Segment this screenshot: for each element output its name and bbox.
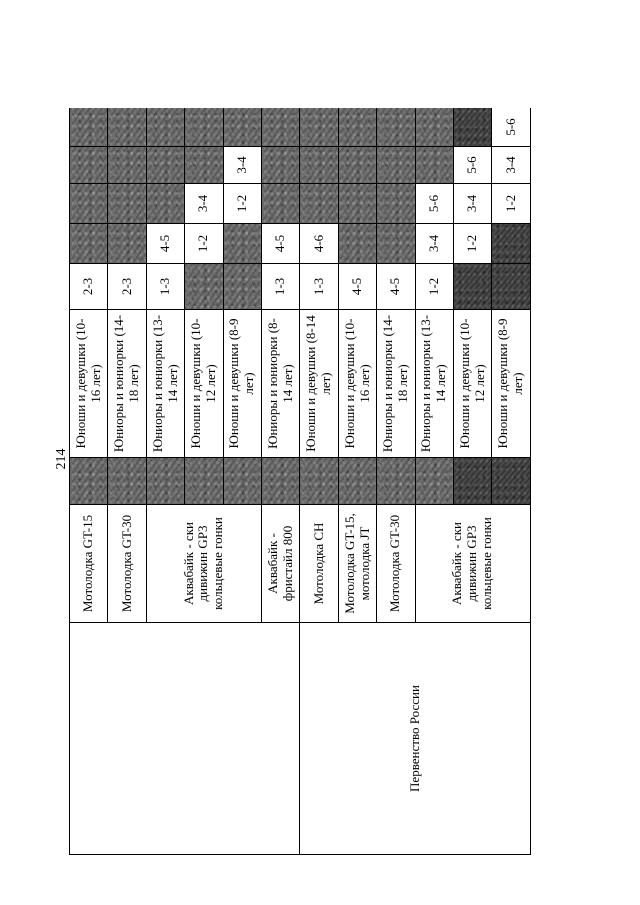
shaded-cell xyxy=(338,147,376,184)
rotated-table-container xyxy=(69,108,531,855)
discipline-cell: Мотолодка GT-30 xyxy=(108,505,146,623)
shaded-cell xyxy=(454,108,492,147)
age-group-cell: Юноши и девушки (10-16 лет) xyxy=(70,310,108,458)
shaded-cell xyxy=(223,264,261,310)
age-group-cell: Юниоры и юниорки (14-18 лет) xyxy=(108,310,146,458)
age-group-cell: Юноши и девушки (8-9 лет) xyxy=(492,310,531,458)
shaded-cell xyxy=(70,458,108,505)
shaded-cell xyxy=(377,184,415,224)
shaded-cell xyxy=(185,147,223,184)
shaded-cell xyxy=(492,224,531,264)
shaded-cell xyxy=(108,458,146,505)
value-cell: 5-6 xyxy=(492,108,531,147)
value-cell: 3-4 xyxy=(185,184,223,224)
page-number: 214 xyxy=(54,448,69,470)
shaded-cell xyxy=(262,108,300,147)
value-cell: 1-2 xyxy=(492,184,531,224)
shaded-cell xyxy=(146,184,184,224)
shaded-cell xyxy=(146,108,184,147)
shaded-cell xyxy=(300,108,338,147)
shaded-cell xyxy=(377,108,415,147)
discipline-cell: Аквабайк - ски дивижин GP3 кольцевые гонки xyxy=(146,505,261,623)
discipline-cell: Мотолодка GT-30 xyxy=(377,505,415,623)
value-cell: 3-4 xyxy=(223,147,261,184)
age-group-cell: Юноши и девушки (10-16 лет) xyxy=(338,310,376,458)
value-cell: 1-3 xyxy=(262,264,300,310)
competition-cell: Первенство России xyxy=(300,623,531,855)
age-group-cell: Юниоры и юниорки (13-14 лет) xyxy=(146,310,184,458)
shaded-cell xyxy=(454,458,492,505)
value-cell: 3-4 xyxy=(492,147,531,184)
discipline-cell: Мотолодка GT-15 xyxy=(70,505,108,623)
age-group-cell: Юниоры и юниорки (13-14 лет) xyxy=(415,310,453,458)
discipline-cell: Мотолодка GT-15, мотолодка JT xyxy=(338,505,376,623)
value-cell: 5-6 xyxy=(415,184,453,224)
shaded-cell xyxy=(300,458,338,505)
shaded-cell xyxy=(70,184,108,224)
shaded-cell xyxy=(338,108,376,147)
shaded-cell xyxy=(338,224,376,264)
value-cell: 3-4 xyxy=(415,224,453,264)
shaded-cell xyxy=(262,184,300,224)
shaded-cell xyxy=(300,184,338,224)
age-group-cell: Юноши и девушки (8-14 лет) xyxy=(300,310,338,458)
shaded-cell xyxy=(185,108,223,147)
shaded-cell xyxy=(377,458,415,505)
shaded-cell xyxy=(262,147,300,184)
table-viewport xyxy=(69,108,531,855)
ranking-table xyxy=(69,108,531,855)
value-cell: 1-2 xyxy=(454,224,492,264)
age-group-cell: Юноши и девушки (10-12 лет) xyxy=(185,310,223,458)
shaded-cell xyxy=(415,147,453,184)
shaded-cell xyxy=(185,264,223,310)
value-cell: 1-3 xyxy=(146,264,184,310)
shaded-cell xyxy=(185,458,223,505)
shaded-cell xyxy=(338,458,376,505)
shaded-cell xyxy=(223,108,261,147)
shaded-cell xyxy=(223,224,261,264)
table-row xyxy=(300,108,338,855)
shaded-cell xyxy=(415,458,453,505)
value-cell: 4-5 xyxy=(338,264,376,310)
competition-cell-upper xyxy=(70,623,300,855)
shaded-cell xyxy=(377,147,415,184)
value-cell: 4-6 xyxy=(300,224,338,264)
value-cell: 4-5 xyxy=(377,264,415,310)
value-cell: 1-2 xyxy=(223,184,261,224)
age-group-cell: Юниоры и юниорки (14-18 лет) xyxy=(377,310,415,458)
shaded-cell xyxy=(108,224,146,264)
value-cell: 4-5 xyxy=(146,224,184,264)
shaded-cell xyxy=(108,184,146,224)
shaded-cell xyxy=(415,108,453,147)
value-cell: 3-4 xyxy=(454,184,492,224)
shaded-cell xyxy=(70,108,108,147)
shaded-cell xyxy=(492,264,531,310)
shaded-cell xyxy=(492,458,531,505)
discipline-cell: Мотолодка СН xyxy=(300,505,338,623)
shaded-cell xyxy=(146,458,184,505)
discipline-cell: Аквабайк - ски дивижин GP3 кольцевые гонки xyxy=(415,505,530,623)
shaded-cell xyxy=(454,264,492,310)
value-cell: 1-2 xyxy=(185,224,223,264)
value-cell: 5-6 xyxy=(454,147,492,184)
shaded-cell xyxy=(108,147,146,184)
shaded-cell xyxy=(338,184,376,224)
shaded-cell xyxy=(108,108,146,147)
age-group-cell: Юноши и девушки (8-9 лет) xyxy=(223,310,261,458)
shaded-cell xyxy=(223,458,261,505)
value-cell: 2-3 xyxy=(70,264,108,310)
value-cell: 4-5 xyxy=(262,224,300,264)
value-cell: 1-2 xyxy=(415,264,453,310)
shaded-cell xyxy=(262,458,300,505)
shaded-cell xyxy=(300,147,338,184)
shaded-cell xyxy=(70,224,108,264)
discipline-cell: Аквабайк - фристайл 800 xyxy=(262,505,300,623)
table-row xyxy=(70,108,108,855)
shaded-cell xyxy=(146,147,184,184)
shaded-cell xyxy=(377,224,415,264)
age-group-cell: Юниоры и юниорки (8-14 лет) xyxy=(262,310,300,458)
value-cell: 2-3 xyxy=(108,264,146,310)
shaded-cell xyxy=(70,147,108,184)
age-group-cell: Юноши и девушки (10-12 лет) xyxy=(454,310,492,458)
value-cell: 1-3 xyxy=(300,264,338,310)
